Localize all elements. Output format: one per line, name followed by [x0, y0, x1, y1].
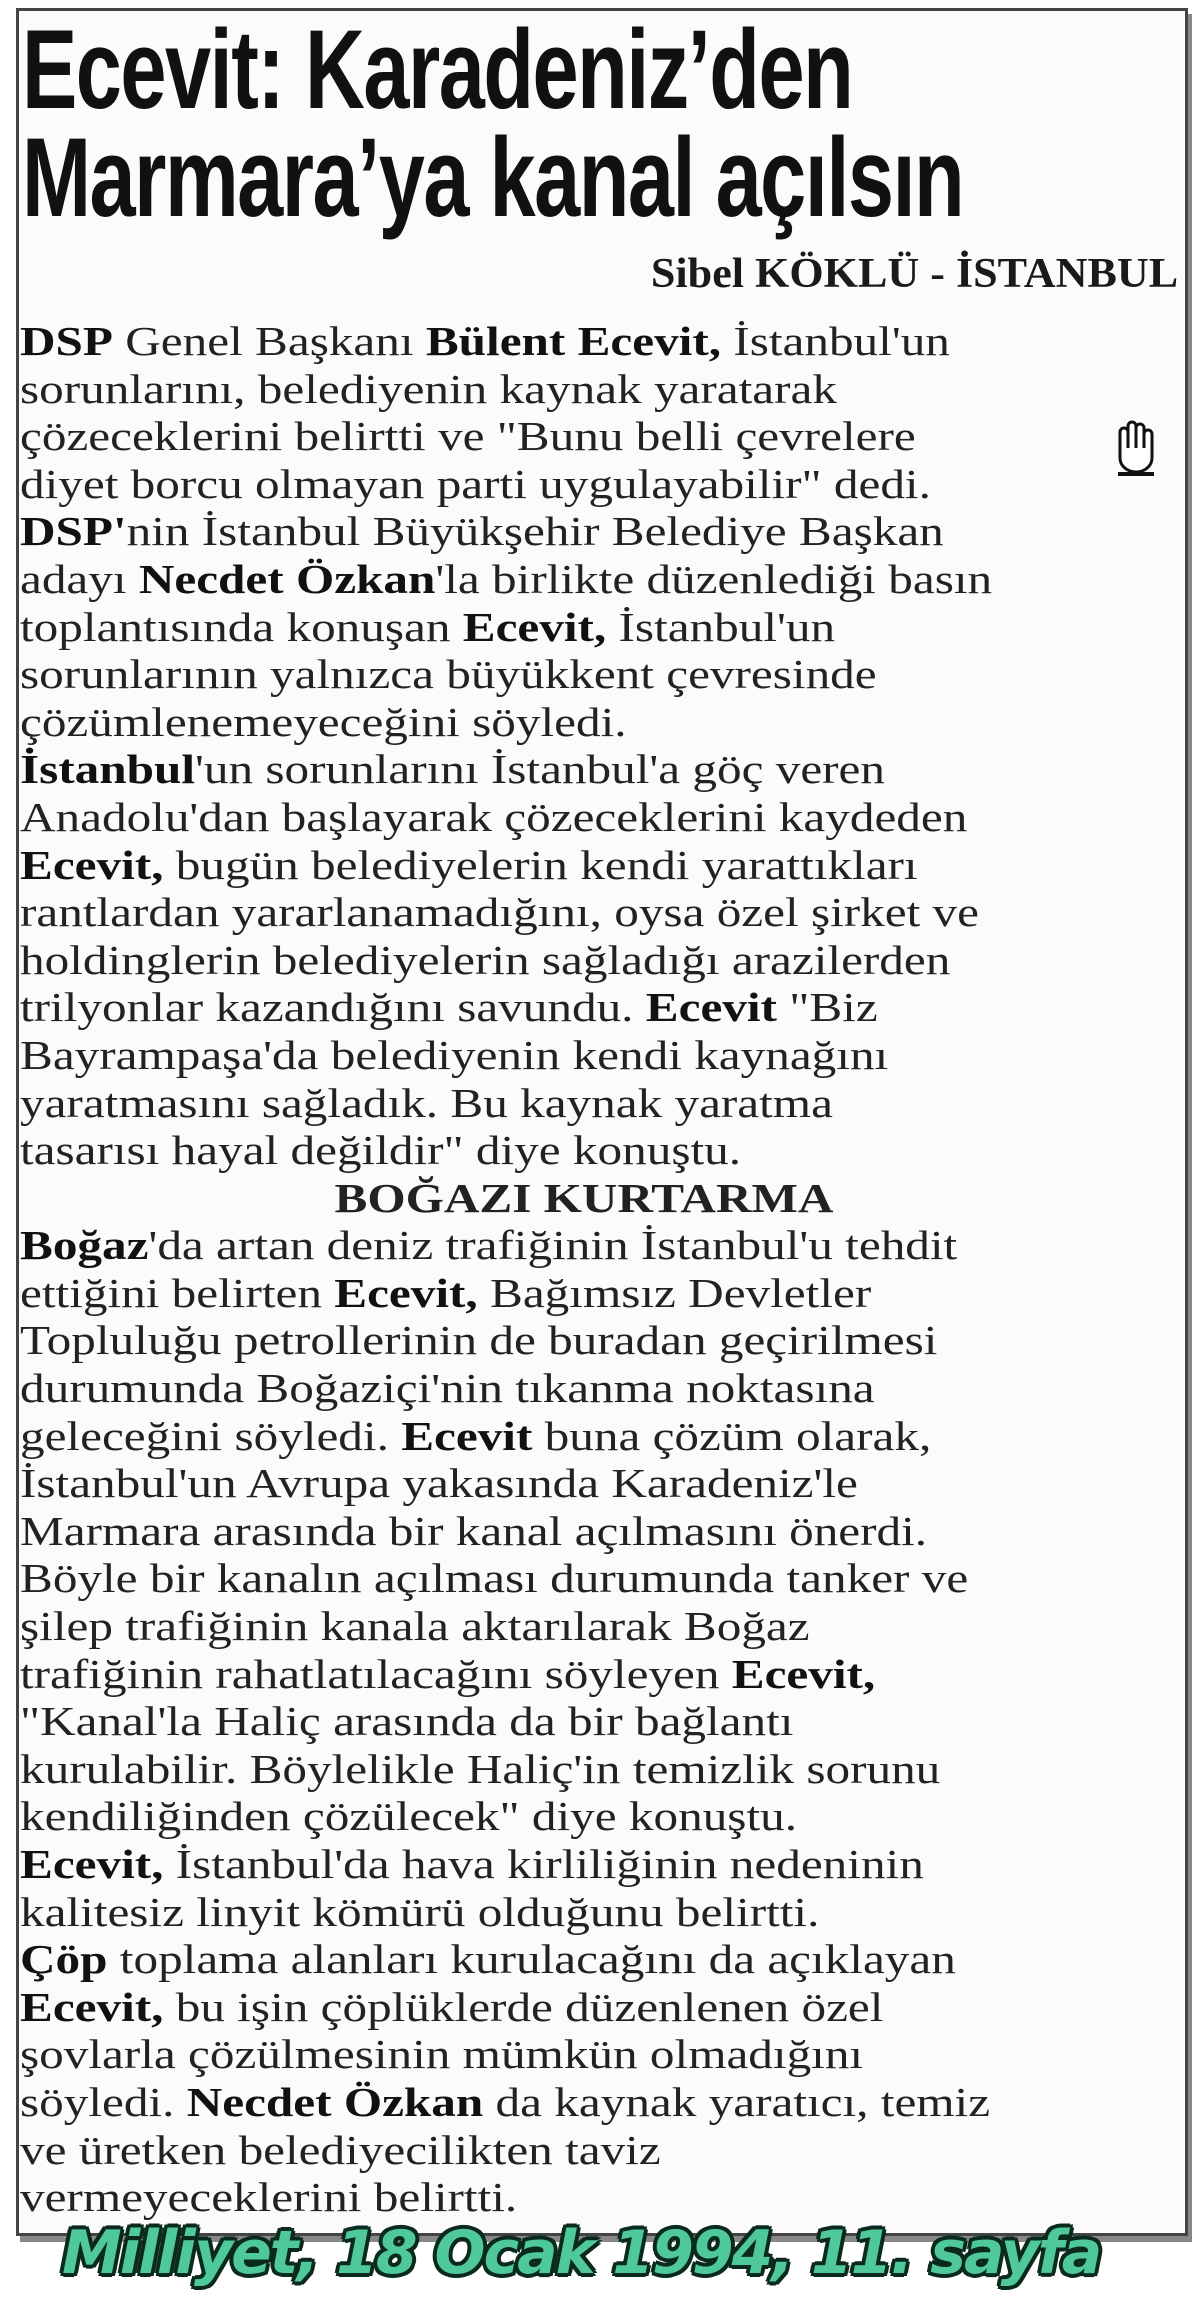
text-segment: Marmara arasında bir kanal açılmasını önerdi.: [20, 1507, 928, 1554]
text-segment: rantlardan yararlanamadığını, oysa özel şirket ve: [20, 889, 980, 936]
bold-text: Ecevit: [401, 1412, 533, 1459]
text-segment: ettiğini belirten: [20, 1269, 335, 1316]
text-segment: Topluluğu petrollerinin de buradan geçirilmesi: [20, 1317, 938, 1364]
article-line: [20, 2079, 1148, 2127]
article-line: [20, 1841, 1148, 1889]
headline-line-1: Ecevit: Karadeniz’den: [22, 7, 853, 132]
article-line: [20, 366, 1148, 414]
text-segment: 'un sorunlarını İstanbul'a göç veren: [195, 746, 885, 793]
text-segment: Genel Başkanı: [112, 318, 426, 364]
text-segment: sorunlarının yalnızca büyükkent çevresinde: [20, 651, 877, 698]
article-line: [20, 699, 1148, 747]
bold-text: DSP: [20, 318, 113, 364]
text-segment: toplantısında konuşan: [20, 603, 463, 650]
article-line: [20, 2031, 1148, 2079]
text-segment: 'da artan deniz trafiğinin İstanbul'u tehdit: [148, 1222, 958, 1269]
article-line: [20, 1270, 1148, 1318]
text-segment: da kaynak yaratıcı, temiz: [483, 2078, 991, 2125]
text-segment: kurulabilir. Böylelikle Haliç'in temizlik sorunu: [20, 1745, 941, 1792]
article-line: [20, 1746, 1148, 1794]
article-line: [20, 1984, 1148, 2032]
text-segment: vermeyeceklerini belirtti.: [20, 2174, 518, 2221]
text-segment: Bağımsız Devletler: [477, 1269, 872, 1316]
text-segment: bu işin çöplüklerde düzenlenen özel: [163, 1983, 884, 2030]
article-line: [20, 651, 1148, 699]
byline: Sibel KÖKLÜ - İSTANBUL: [650, 251, 1178, 297]
article-line: [20, 1032, 1148, 1080]
section-heading: [20, 1175, 1148, 1223]
text-segment: adayı: [20, 555, 139, 602]
article-body: [20, 318, 1148, 2222]
text-segment: İstanbul'da hava kirliliğinin nedeninin: [163, 1841, 924, 1887]
text-segment: trilyonlar kazandığını savundu.: [20, 984, 646, 1031]
article-line: [20, 2174, 1148, 2222]
article-line: [20, 1889, 1148, 1937]
text-segment: kalitesiz linyit kömürü olduğunu belirtti.: [20, 1888, 820, 1935]
text-segment: nin İstanbul Büyükşehir Belediye Başkan: [126, 508, 944, 555]
article-line: [20, 413, 1148, 461]
article-line: [20, 1080, 1148, 1128]
article-line: [20, 1460, 1148, 1508]
bold-text: Ecevit,: [731, 1650, 876, 1697]
article-line: [20, 1365, 1148, 1413]
text-segment: Anadolu'dan başlayarak çözeceklerini kaydeden: [20, 793, 968, 840]
text-segment: şilep trafiğinin kanala aktarılarak Boğaz: [20, 1603, 810, 1650]
text-segment: sorunlarını, belediyenin kaynak yaratarak: [20, 365, 837, 412]
text-segment: ve üretken belediyecilikten taviz: [20, 2126, 661, 2173]
text-segment: İstanbul'un Avrupa yakasında Karadeniz'le: [20, 1460, 858, 1507]
bold-text: Boğaz: [20, 1222, 149, 1269]
headline-line-2: Marmara’ya kanal açılsın: [22, 115, 964, 240]
article-line: [20, 1127, 1148, 1175]
text-segment: durumunda Boğaziçi'nin tıkanma noktasına: [20, 1365, 875, 1412]
text-segment: trafiğinin rahatlatılacağını söyleyen: [20, 1650, 732, 1697]
article-line: [20, 1793, 1148, 1841]
bold-text: Ecevit,: [20, 1983, 164, 2030]
bold-text: DSP': [20, 508, 127, 555]
article-line: [20, 746, 1148, 794]
text-segment: tasarısı hayal değildir" diye konuştu.: [20, 1127, 742, 1174]
article-line: [20, 1508, 1148, 1556]
bold-text: Bülent Ecevit,: [425, 318, 722, 364]
text-segment: "Biz: [776, 984, 878, 1031]
text-segment: Bayrampaşa'da belediyenin kendi kaynağını: [20, 1031, 889, 1078]
bold-text: Ecevit,: [20, 1841, 164, 1887]
article-line: [20, 1222, 1148, 1270]
article-line: [20, 1555, 1148, 1603]
bold-text: Ecevit,: [20, 841, 164, 888]
article-line: [20, 2127, 1148, 2175]
text-segment: çözümlenemeyeceğini söyledi.: [20, 698, 627, 745]
bold-text: Necdet Özkan: [138, 555, 436, 602]
text-segment: bugün belediyelerin kendi yarattıkları: [163, 841, 918, 888]
text-segment: 'la birlikte düzenlediği basın: [435, 555, 993, 602]
text-segment: kendiliğinden çözülecek" diye konuştu.: [20, 1793, 798, 1840]
text-segment: söyledi.: [20, 2078, 187, 2125]
text-segment: çözeceklerini belirtti ve "Bunu belli çevrelere: [20, 413, 916, 460]
bold-text: Çöp: [20, 1936, 108, 1983]
text-segment: yaratmasını sağladık. Bu kaynak yaratma: [20, 1079, 833, 1126]
article-line: [20, 318, 1148, 366]
source-caption: Milliyet, 18 Ocak 1994, 11. sayfa: [62, 2218, 1101, 2288]
article-line: [20, 604, 1148, 652]
article-line: [20, 842, 1148, 890]
text-segment: toplama alanları kurulacağını da açıklayan: [107, 1936, 956, 1983]
article-line: [20, 1603, 1148, 1651]
article-line: [20, 1698, 1148, 1746]
bold-text: Ecevit,: [334, 1269, 478, 1316]
bold-text: Ecevit: [645, 984, 777, 1031]
text-segment: İstanbul'un: [721, 318, 950, 364]
article-line: [20, 937, 1148, 985]
article-line: [20, 1936, 1148, 1984]
article-line: [20, 556, 1148, 604]
text-segment: diyet borcu olmayan parti uygulayabilir" dedi.: [20, 460, 931, 507]
article-line: [20, 889, 1148, 937]
text-segment: İstanbul'un: [606, 603, 836, 650]
text-segment: şovlarla çözülmesinin mümkün olmadığını: [20, 2031, 864, 2078]
article-line: [20, 1413, 1148, 1461]
text-segment: holdinglerin belediyelerin sağladığı arazilerden: [20, 936, 951, 983]
text-segment: BOĞAZI KURTARMA: [334, 1174, 834, 1221]
article-line: [20, 1651, 1148, 1699]
bold-text: Necdet Özkan: [186, 2078, 484, 2125]
article-line: [20, 461, 1148, 509]
text-segment: geleceğini söyledi.: [20, 1412, 402, 1459]
text-segment: Böyle bir kanalın açılması durumunda tanker ve: [20, 1555, 969, 1602]
text-segment: "Kanal'la Haliç arasında da bir bağlantı: [20, 1698, 794, 1745]
article-line: [20, 508, 1148, 556]
article-line: [20, 1317, 1148, 1365]
article-line: [20, 984, 1148, 1032]
bold-text: Ecevit,: [462, 603, 607, 650]
article-line: [20, 794, 1148, 842]
bold-text: İstanbul: [20, 746, 196, 793]
text-segment: buna çözüm olarak,: [532, 1412, 932, 1459]
